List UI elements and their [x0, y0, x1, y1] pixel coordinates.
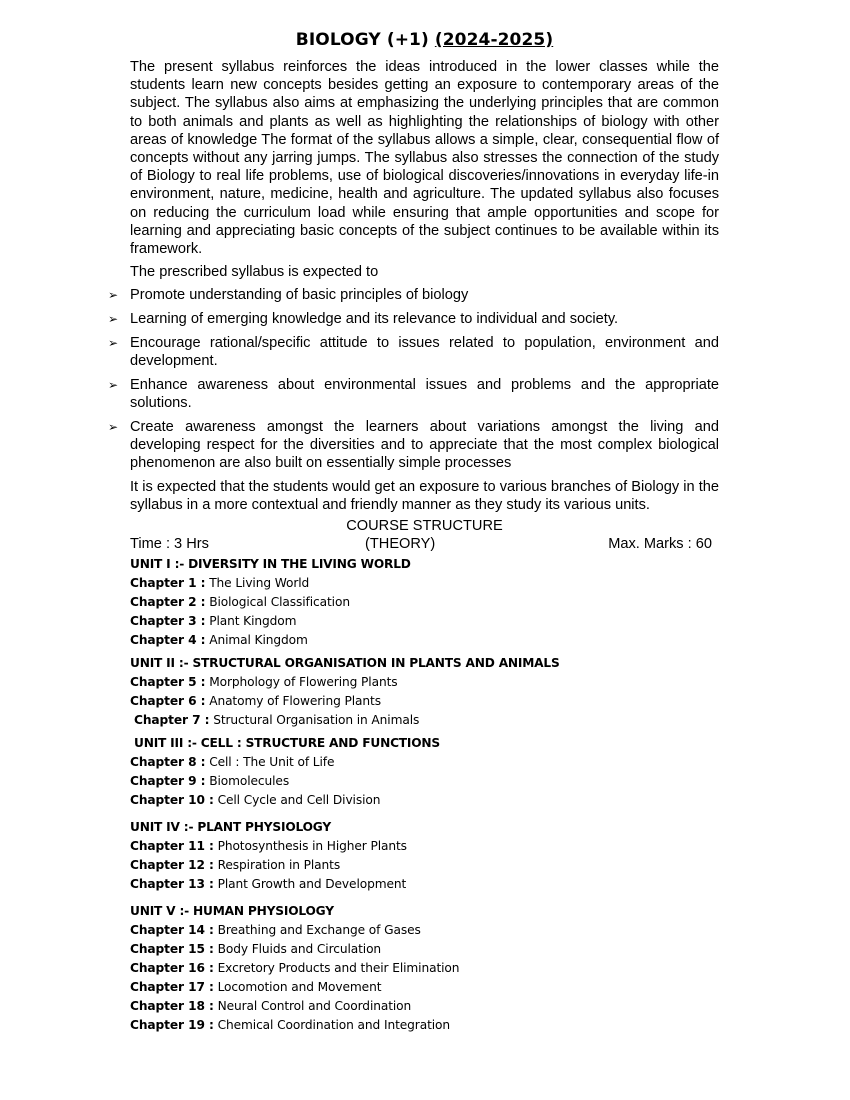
chapter-item: Chapter 15 : Body Fluids and Circulation — [130, 941, 382, 956]
list-item: ➢ Encourage rational/specific attitude to issues related to population, environment and development. — [108, 335, 719, 370]
exam-type: (THEORY) — [365, 535, 436, 552]
unit-1 — [130, 555, 719, 650]
chapter-item: Chapter 11 : Photosynthesis in Higher Plants — [130, 838, 407, 853]
title-main: BIOLOGY (+1) — [295, 30, 429, 50]
chapter-item: Chapter 3 : Plant Kingdom — [130, 613, 297, 628]
arrow-bullet-icon: ➢ — [108, 336, 119, 351]
course-structure-heading: COURSE STRUCTURE — [346, 517, 503, 534]
chapter-item: Chapter 7 : Structural Organisation in Animals — [134, 712, 420, 727]
course-meta — [130, 535, 719, 553]
unit-title: UNIT III :- CELL : STRUCTURE AND FUNCTIONS — [134, 735, 440, 750]
chapter-item: Chapter 5 : Morphology of Flowering Plants — [130, 674, 398, 689]
chapter-item: Chapter 16 : Excretory Products and their Elimination — [130, 960, 460, 975]
chapter-item: Chapter 19 : Chemical Coordination and Integration — [130, 1017, 451, 1032]
chapter-item: Chapter 4 : Animal Kingdom — [130, 632, 308, 647]
chapter-item: Chapter 8 : Cell : The Unit of Life — [130, 754, 335, 769]
unit-title: UNIT V :- HUMAN PHYSIOLOGY — [130, 903, 334, 918]
objectives-lead: The prescribed syllabus is expected to — [130, 264, 379, 281]
closing-paragraph: It is expected that the students would get an exposure to various branches of Biology in the syllabus in a more contextual and friendly manner as they study its various units. — [130, 479, 719, 514]
max-marks: Max. Marks : 60 — [608, 535, 712, 552]
intro-paragraph: The present syllabus reinforces the ideas introduced in the lower classes while the students learn new concepts besides getting an exposure to contemporary areas of the subject. The syllabus also aims at emphasizing the underlying principles that are common to both animals and plants as well as highlighting the relationships of biology with other areas of knowledge The format of the syllabus allows a simple, clear, consequential flow of concepts without any jarring jumps. The syllabus also stresses the connection of the study of Biology to real life problems, use of biological discoveries/innovations in everyday life-in environment, nature, medicine, health and agriculture. The updated syllabus also focuses on reducing the curriculum load while ensuring that ample opportunities and scope for learning and appreciating basic concepts of the subject continues to be available within its framework. — [130, 59, 719, 258]
exam-time: Time : 3 Hrs — [130, 535, 209, 552]
unit-2 — [130, 654, 719, 730]
arrow-bullet-icon: ➢ — [108, 378, 119, 393]
chapter-item: Chapter 13 : Plant Growth and Development — [130, 876, 407, 891]
chapter-item: Chapter 14 : Breathing and Exchange of Gases — [130, 922, 421, 937]
title-years: (2024-2025) — [434, 30, 554, 50]
chapter-item: Chapter 6 : Anatomy of Flowering Plants — [130, 693, 381, 708]
chapter-item: Chapter 1 : The Living World — [130, 575, 310, 590]
chapter-item: Chapter 12 : Respiration in Plants — [130, 857, 341, 872]
chapter-item: Chapter 17 : Locomotion and Movement — [130, 979, 382, 994]
chapter-item: Chapter 9 : Biomolecules — [130, 773, 290, 788]
syllabus-page — [108, 30, 719, 1039]
arrow-bullet-icon: ➢ — [108, 312, 119, 327]
list-item: ➢ Learning of emerging knowledge and its relevance to individual and society. — [108, 311, 619, 328]
page-title — [130, 30, 719, 50]
unit-3 — [130, 734, 719, 810]
list-item: ➢ Enhance awareness about environmental issues and problems and the appropriate solutions. — [108, 377, 719, 412]
unit-4 — [130, 818, 719, 894]
chapter-item: Chapter 10 : Cell Cycle and Cell Division — [130, 792, 381, 807]
objectives-list — [108, 286, 719, 472]
unit-title: UNIT II :- STRUCTURAL ORGANISATION IN PLANTS AND ANIMALS — [130, 655, 560, 670]
arrow-bullet-icon: ➢ — [108, 288, 119, 303]
unit-title: UNIT I :- DIVERSITY IN THE LIVING WORLD — [130, 556, 411, 571]
unit-5 — [130, 902, 719, 1035]
unit-title: UNIT IV :- PLANT PHYSIOLOGY — [130, 819, 331, 834]
arrow-bullet-icon: ➢ — [108, 420, 119, 435]
chapter-item: Chapter 18 : Neural Control and Coordination — [130, 998, 412, 1013]
chapter-item: Chapter 2 : Biological Classification — [130, 594, 350, 609]
list-item: ➢ Promote understanding of basic principles of biology — [108, 287, 469, 304]
list-item: ➢ Create awareness amongst the learners about variations amongst the living and developing respect for the diversities and to appreciate that the most complex biological phenomenon are also built on essentially simple processes — [108, 419, 719, 472]
